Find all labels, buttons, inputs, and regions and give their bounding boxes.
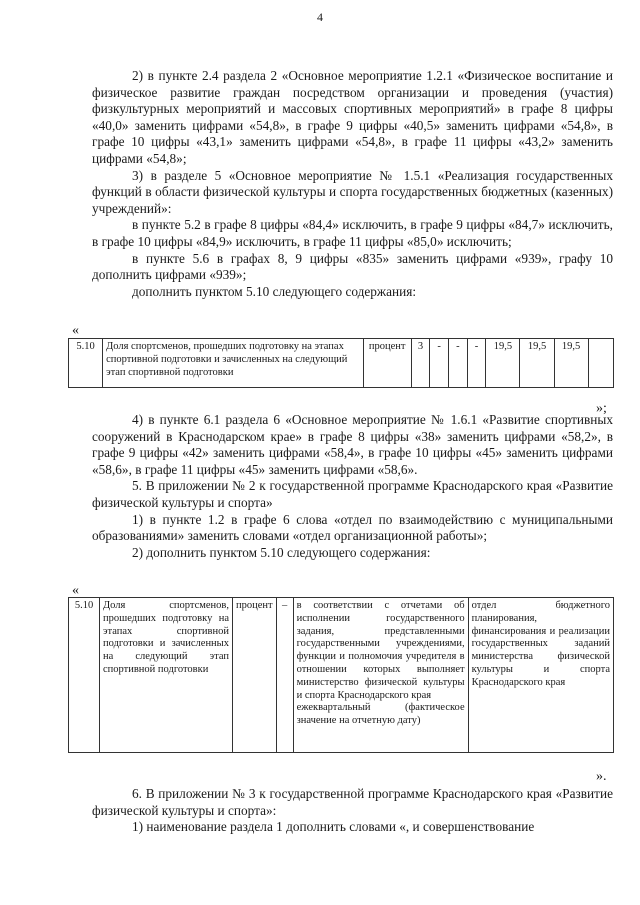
cell-method — [293, 598, 468, 753]
table-row — [69, 339, 614, 388]
cell-col10: 19,5 — [554, 339, 588, 388]
cell-name: Доля спортсменов, прошедших подготовку на этапах спортивной подготовки и зачисленных на следующий этап спортивной подготовки — [100, 598, 233, 753]
text-block-1 — [92, 68, 613, 300]
indicator-table-2 — [68, 597, 614, 753]
paragraph: 4) в пункте 6.1 раздела 6 «Основное мероприятие № 1.6.1 «Развитие спортивных сооружений в Краснодарском крае» в графе 8 цифры «38» заменить цифрами «58,2», в графе 9 цифры «42» заменить цифрами «58,4», в графе 10 цифры «45» заменить цифрами «58,6», в графе 11 цифры «45» заменить цифрами «58,6». — [92, 412, 613, 477]
quote-close-2: ». — [596, 769, 607, 784]
method-text: в соответствии с отчетами об исполнении государственного задания, представленными государственными учреждениями, функции и полномочия учредителя в отношении которых выполняет министерство физической культуры и спорта Краснодарского края — [296, 600, 465, 701]
text-block-3 — [92, 786, 613, 836]
cell-col9: 19,5 — [520, 339, 554, 388]
cell-unit: процент — [363, 339, 411, 388]
cell-col5: - — [430, 339, 449, 388]
cell-number: 5.10 — [69, 339, 103, 388]
cell-col4: 3 — [411, 339, 430, 388]
paragraph: дополнить пунктом 5.10 следующего содержания: — [132, 283, 417, 299]
cell-name: Доля спортсменов, прошедших подготовку на этапах спортивной подготовки и зачисленных на следующий этап спортивной подготовки — [103, 339, 364, 388]
cell-col8: 19,5 — [486, 339, 520, 388]
paragraph: 2) в пункте 2.4 раздела 2 «Основное мероприятие 1.2.1 «Физическое воспитание и физическое развитие граждан посредством организации и проведения (участия) физкультурных мероприятий и массовых спортивных мероприятий» в графе 8 цифры «40,0» заменить цифрами «54,8», в графе 9 цифры «40,5» заменить цифрами «54,8», в графе 10 цифры «43,1» заменить цифрами «54,8», в графе 11 цифры «43,2» заменить цифрами «54,8»; — [92, 68, 613, 166]
text-block-2 — [92, 412, 613, 561]
paragraph: в пункте 5.6 в графах 8, 9 цифры «835» заменить цифрами «939», графу 10 дополнить цифрами «939»; — [92, 250, 613, 283]
quote-open-2: « — [72, 583, 79, 598]
paragraph: 2) дополнить пунктом 5.10 следующего содержания: — [132, 544, 431, 560]
cell-number: 5.10 — [69, 598, 100, 753]
period-text: ежеквартальный (фактическое значение на отчетную дату) — [296, 702, 465, 727]
paragraph: 3) в разделе 5 «Основное мероприятие № 1.5.1 «Реализация государственных функций в области физической культуры и спорта государственных бюджетных (казенных) учреждений»: — [92, 167, 613, 216]
paragraph: 6. В приложении № 3 к государственной программе Краснодарского края «Развитие физической культуры и спорта»: — [92, 786, 613, 818]
quote-open: « — [72, 323, 79, 338]
cell-dash: – — [276, 598, 293, 753]
table-row — [69, 598, 614, 753]
cell-responsible: отдел бюджетного планирования, финансирования и реализации государственных заданий министерства физической культуры и спорта Краснодарского края — [468, 598, 613, 753]
paragraph: 1) в пункте 1.2 в графе 6 слова «отдел по взаимодействию с муниципальными образованиями» заменить словами «отдел организационной работы»; — [92, 511, 613, 544]
paragraph: 5. В приложении № 2 к государственной программе Краснодарского края «Развитие физической культуры и спорта» — [92, 478, 613, 510]
quote-close-1: »; — [596, 401, 607, 416]
page-number: 4 — [317, 10, 323, 24]
cell-unit: процент — [233, 598, 277, 753]
paragraph: в пункте 5.2 в графе 8 цифры «84,4» исключить, в графе 9 цифры «84,7» исключить, в графе 10 цифры «84,9» исключить, в графе 11 цифры «85,0» исключить; — [92, 217, 613, 249]
cell-col7: - — [467, 339, 486, 388]
indicator-table-1 — [68, 338, 614, 388]
cell-col6: - — [449, 339, 468, 388]
paragraph: 1) наименование раздела 1 дополнить словами «, и совершенствование — [132, 819, 535, 835]
cell-col11 — [588, 339, 613, 388]
